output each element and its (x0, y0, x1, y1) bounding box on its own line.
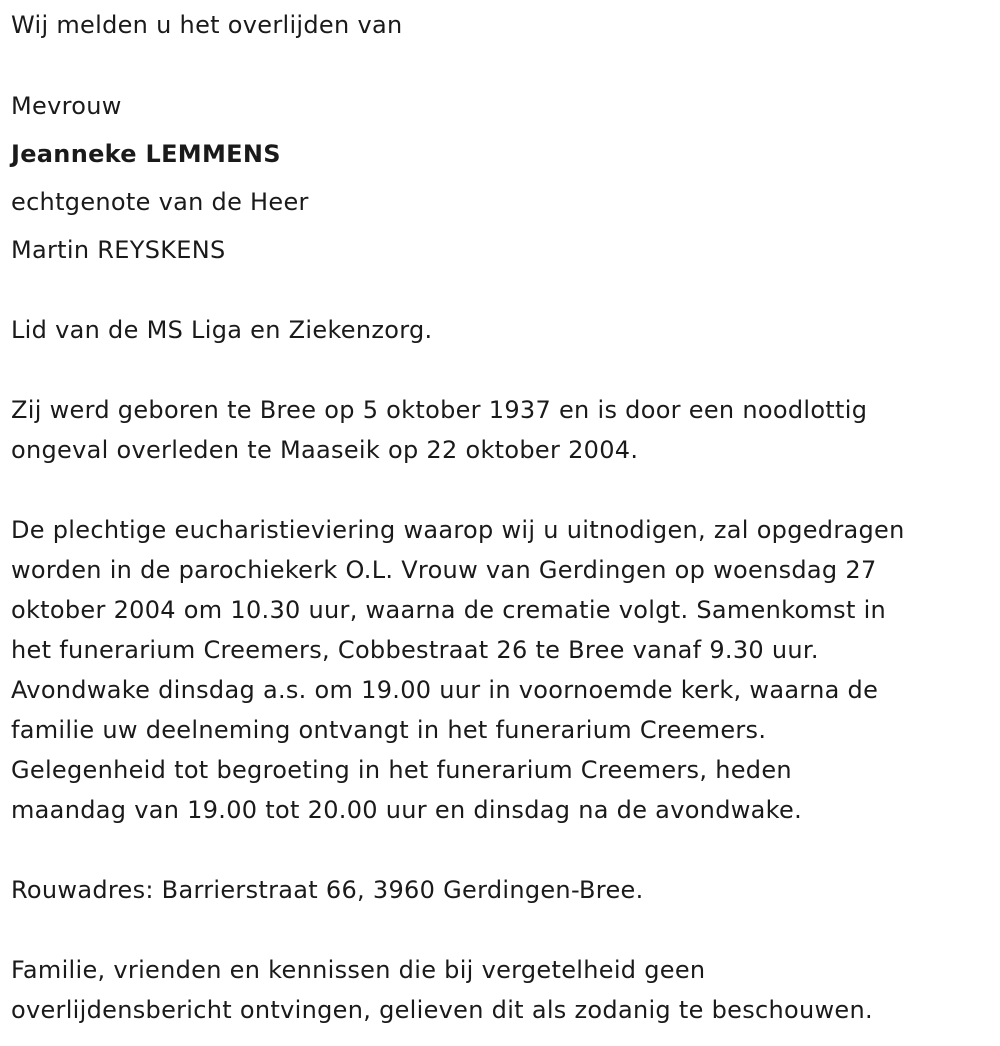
birth-death-line: Zij werd geboren te Bree op 5 oktober 1937 en is door een noodlottig (11, 396, 868, 424)
birth-death-line: ongeval overleden te Maaseik op 22 oktober 2004. (11, 436, 639, 464)
spouse-name: Martin REYSKENS (11, 236, 226, 264)
deceased-name: Jeanneke LEMMENS (11, 140, 281, 168)
title-text: Mevrouw (11, 92, 122, 120)
address-text: Rouwadres: Barrierstraat 66, 3960 Gerdingen-Bree. (11, 876, 644, 904)
closing-line: Familie, vrienden en kennissen die bij vergetelheid geen (11, 956, 706, 984)
membership-text: Lid van de MS Liga en Ziekenzorg. (11, 316, 433, 344)
closing-line: overlijdensbericht ontvingen, gelieven dit als zodanig te beschouwen. (11, 996, 873, 1024)
ceremony-line: oktober 2004 om 10.30 uur, waarna de crematie volgt. Samenkomst in (11, 596, 887, 624)
relation-text: echtgenote van de Heer (11, 188, 309, 216)
ceremony-line: Avondwake dinsdag a.s. om 19.00 uur in voornoemde kerk, waarna de (11, 676, 879, 704)
ceremony-line: De plechtige eucharistieviering waarop wij u uitnodigen, zal opgedragen (11, 516, 905, 544)
ceremony-line: worden in de parochiekerk O.L. Vrouw van Gerdingen op woensdag 27 (11, 556, 877, 584)
ceremony-line: familie uw deelneming ontvangt in het funerarium Creemers. (11, 716, 767, 744)
ceremony-line: het funerarium Creemers, Cobbestraat 26 te Bree vanaf 9.30 uur. (11, 636, 819, 664)
intro-text: Wij melden u het overlijden van (11, 11, 403, 39)
ceremony-line: Gelegenheid tot begroeting in het funerarium Creemers, heden (11, 756, 792, 784)
ceremony-line: maandag van 19.00 tot 20.00 uur en dinsdag na de avondwake. (11, 796, 802, 824)
